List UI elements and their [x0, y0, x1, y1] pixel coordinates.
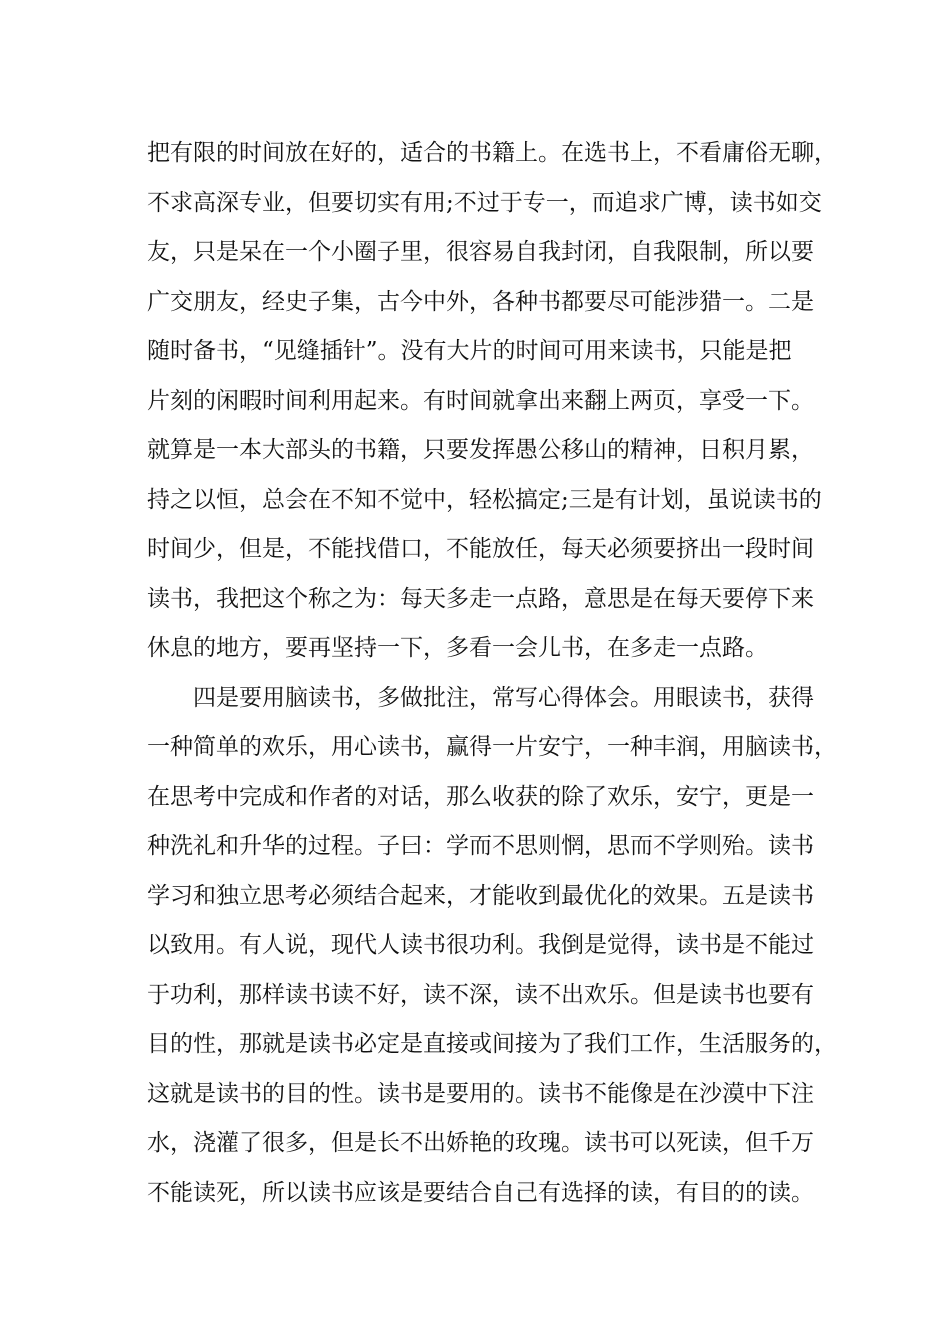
text-line: 把有限的时间放在好的，适合的书籍上。在选书上，不看庸俗无聊，: [147, 140, 837, 166]
text-line: 就算是一本大部头的书籍，只要发挥愚公移山的精神，日积月累，: [147, 437, 814, 463]
text-line: 片刻的闲暇时间利用起来。有时间就拿出来翻上两页，享受一下。: [147, 387, 814, 414]
text-line: 一种简单的欢乐，用心读书，赢得一片安宁，一种丰润，用脑读书，: [147, 734, 837, 760]
paragraph-first-line: 四是要用脑读书，多做批注，常写心得体会。用眼读书，获得: [193, 684, 814, 711]
text-line: 广交朋友，经史子集，古今中外，各种书都要尽可能涉猎一。二是: [147, 288, 814, 315]
text-line: 不能读死，所以读书应该是要结合自己有选择的读，有目的的读。: [147, 1179, 814, 1206]
text-line: 以致用。有人说，现代人读书很功利。我倒是觉得，读书是不能过: [147, 932, 814, 958]
text-line: 持之以恒，总会在不知不觉中，轻松搞定;三是有计划，虽说读书的: [147, 486, 822, 513]
text-line: 休息的地方，要再坚持一下，多看一会儿书，在多走一点路。: [147, 635, 768, 661]
text-line: 这就是读书的目的性。读书是要用的。读书不能像是在沙漠中下注: [147, 1080, 814, 1107]
body-text: [147, 129, 837, 1218]
text-line: 学习和独立思考必须结合起来，才能收到最优化的效果。五是读书: [147, 882, 814, 909]
text-line: 不求高深专业，但要切实有用;不过于专一，而追求广博，读书如交: [147, 189, 822, 216]
text-line: 读书，我把这个称之为：每天多走一点路，意思是在每天要停下来: [147, 585, 814, 612]
text-line: 目的性，那就是读书必定是直接或间接为了我们工作，生活服务的，: [147, 1031, 837, 1057]
text-line: 在思考中完成和作者的对话，那么收获的除了欢乐，安宁，更是一: [147, 783, 814, 810]
text-line: 于功利，那样读书读不好，读不深，读不出欢乐。但是读书也要有: [147, 981, 814, 1008]
text-line: 友，只是呆在一个小圈子里，很容易自我封闭，自我限制，所以要: [147, 239, 814, 265]
text-line: 种洗礼和升华的过程。子曰：学而不思则惘，思而不学则殆。读书: [147, 833, 814, 859]
text-line: 时间少，但是，不能找借口，不能放任，每天必须要挤出一段时间: [147, 536, 814, 562]
text-line: 水，浇灌了很多，但是长不出娇艳的玫瑰。读书可以死读，但千万: [147, 1130, 814, 1156]
text-line: 随时备书，“见缝插针”。没有大片的时间可用来读书，只能是把: [147, 338, 792, 364]
